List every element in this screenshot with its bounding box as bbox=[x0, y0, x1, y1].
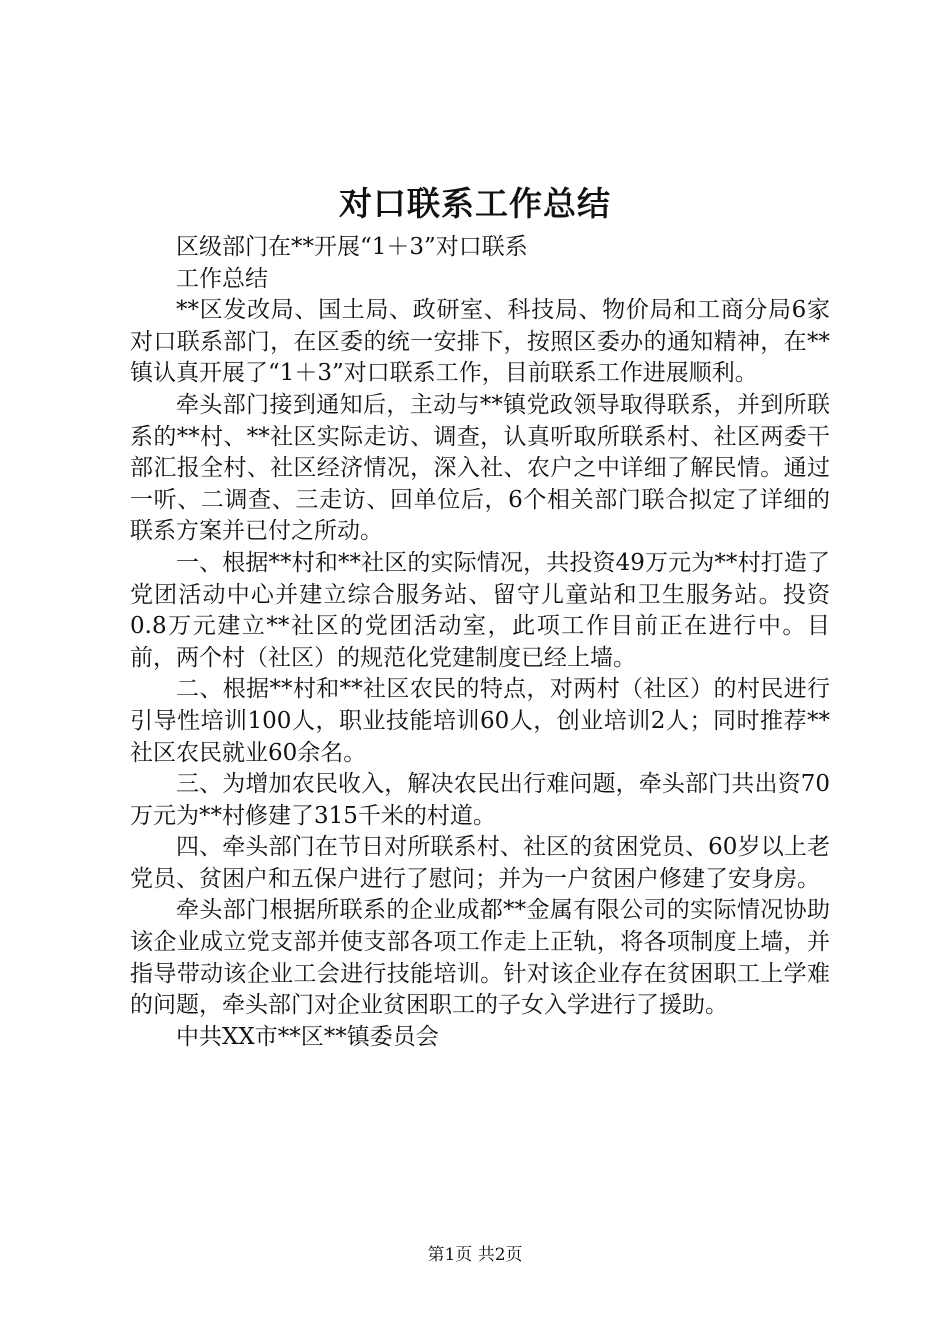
paragraph-heading-line-2: 工作总结 bbox=[176, 265, 268, 292]
paragraph-contact: 牵头部门接到通知后，主动与**镇党政领导取得联系，并到所联系的**村、**社区实际走访、调查，认真听取所联系村、社区两委干部汇报全村、社区经济情况，深入社、农户之中详细了解民情。通过一听、二调查、三走访、回单位后，6个相关部门联合拟定了详细的联系方案并已付之所动。 bbox=[130, 391, 830, 545]
paragraph-item-1: 一、根据**村和**社区的实际情况，共投资49万元为**村打造了党团活动中心并建立综合服务站、留守儿童站和卫生服务站。投资0.8万元建立**社区的党团活动室，此项工作目前正在进行中。目前，两个村（社区）的规范化党建制度已经上墙。 bbox=[130, 549, 830, 671]
document-body bbox=[130, 232, 830, 1053]
paragraph-heading-line-1: 区级部门在**开展“1＋3”对口联系 bbox=[176, 234, 528, 260]
paragraph-enterprise: 牵头部门根据所联系的企业成都**金属有限公司的实际情况协助该企业成立党支部并使支部各项工作走上正轨，将各项制度上墙，并指导带动该企业工会进行技能培训。针对该企业存在贫困职工上学难的问题，牵头部门对企业贫困职工的子女入学进行了援助。 bbox=[130, 897, 830, 1019]
paragraph-intro: **区发改局、国土局、政研室、科技局、物价局和工商分局6家对口联系部门，在区委的统一安排下，按照区委办的通知精神，在**镇认真开展了“1＋3”对口联系工作，目前联系工作进展顺利。 bbox=[130, 297, 830, 387]
paragraph-item-3: 三、为增加农民收入，解决农民出行难问题，牵头部门共出资70万元为**村修建了315千米的村道。 bbox=[130, 771, 830, 829]
paragraph-item-2: 二、根据**村和**社区农民的特点，对两村（社区）的村民进行引导性培训100人，职业技能培训60人，创业培训2人；同时推荐**社区农民就业60余名。 bbox=[130, 676, 830, 766]
paragraph-item-4: 四、牵头部门在节日对所联系村、社区的贫困党员、60岁以上老党员、贫困户和五保户进行了慰问；并为一户贫困户修建了安身房。 bbox=[130, 834, 830, 892]
page-number-footer: 第1页 共2页 bbox=[427, 1245, 523, 1265]
paragraph-signature: 中共XX市**区**镇委员会 bbox=[176, 1023, 439, 1050]
document-title: 对口联系工作总结 bbox=[339, 184, 611, 223]
